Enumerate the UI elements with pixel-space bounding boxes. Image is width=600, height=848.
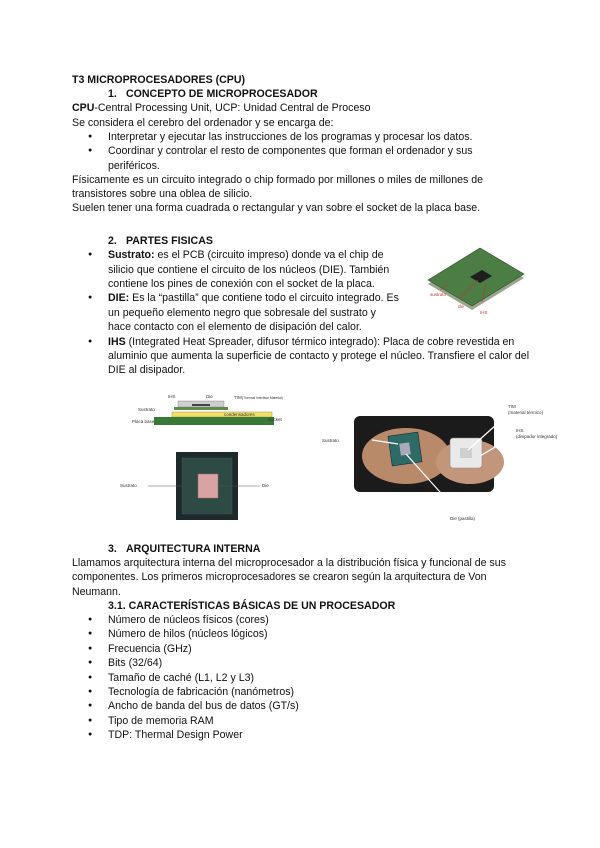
photo-die: [399, 442, 411, 455]
term-text: es el PCB (circuito impreso) donde va el chip de silicio que contiene el circuito de los núcleos (DIE). También contiene los pines de conexión con el socket de la placa.: [108, 249, 390, 291]
section-3-1-bullets: [72, 613, 532, 743]
photo-label-sustrato: Sustrato: [322, 438, 339, 443]
label-socket: Socket: [268, 417, 282, 422]
placa-base-layer: [154, 417, 274, 425]
term-text: Es la “pastilla” que contiene todo el circuito integrado. Es un pequeño elemento negro que sobresale del sustrato y hace contacto con el elemento de disipación del calor.: [108, 292, 399, 334]
section-1-bullets: [72, 130, 532, 173]
label-die: Die: [206, 394, 213, 399]
list-item-sustrato: [72, 248, 400, 291]
label-sustrato: Sustrato: [138, 407, 155, 412]
term-text: (Integrated Heat Spreader, difusor térmico integrado): Placa de cobre revestida en aluminio que aumenta la superficie de contacto y protege el núcleo. Transfiere el calor del DIE al disipador.: [108, 335, 530, 377]
list-item: ● Número de hilos (núcleos lógicos): [72, 627, 532, 641]
die-layer: [192, 404, 210, 406]
term: IHS: [108, 335, 126, 348]
label-tim-note: (Thermal Interface Material): [242, 396, 283, 400]
section-2-number: 2.: [108, 235, 117, 247]
cross-section-figure: [128, 392, 288, 442]
photo-label-ihs: IHS: [516, 428, 524, 433]
term: DIE:: [108, 292, 130, 305]
section-1: [72, 73, 532, 216]
list-item: ● Ancho de banda del bus de datos (GT/s): [72, 699, 532, 713]
section-1-paragraph-1: Físicamente es un circuito integrado o chip formado por millones o miles de millones de transistores sobre una oblea de silicio.: [72, 174, 483, 201]
list-item: ● Número de núcleos físicos (cores): [72, 613, 532, 627]
top-label-die: Die: [262, 483, 269, 488]
photo-label-tim: TIM: [508, 404, 516, 409]
list-item: ● TDP: Thermal Design Power: [72, 728, 532, 742]
list-item: ● Coordinar y controlar el resto de componentes que forman el ordenador y sus periféricos.: [72, 144, 532, 173]
doc-title: T3 MICROPROCESADORES (CPU): [72, 74, 246, 86]
section-1-heading: [72, 87, 532, 101]
cpu-def-text: -Central Processing Unit, UCP: Unidad Central de Proceso: [94, 102, 371, 115]
photo-label-ihs-note: (disipador integrado): [516, 434, 558, 439]
section-3-heading: [72, 542, 532, 556]
term: Sustrato:: [108, 249, 155, 262]
label-placa: Placa base: [132, 419, 155, 424]
section-1-paragraph-2: Suelen tener una forma cuadrada o rectangular y van sobre el socket de la placa base.: [72, 202, 481, 215]
section-3-title: ARQUITECTURA INTERNA: [126, 543, 261, 555]
list-item: ● Interpretar y ejecutar las instrucciones de los programas y procesar los datos.: [72, 130, 532, 144]
list-item-ihs: [72, 335, 532, 378]
section-1-number: 1.: [108, 88, 117, 101]
section-3-number: 3.: [108, 543, 117, 555]
section-3-paragraph: Llamamos arquitectura interna del microprocesador a la distribución física y funcional de sus componentes. Los primeros microprocesadores se crearon según la arquitectura de Von Neumann.: [72, 557, 506, 598]
list-item-die: [72, 291, 400, 334]
chip-label-die: die: [458, 304, 465, 309]
sustrato-layer: [174, 407, 228, 410]
chip-isometric-figure: [420, 244, 528, 326]
chip-label-sustrato: sustrato: [430, 292, 447, 297]
list-item: ● Tamaño de caché (L1, L2 y L3): [72, 671, 532, 685]
photo-label-die: Die (pastilla): [450, 516, 476, 521]
photo-label-tim-note: (material térmico): [508, 410, 544, 415]
label-tim: TIM: [234, 395, 242, 400]
section-1-title: CONCEPTO DE MICROPROCESADOR: [126, 88, 318, 101]
cpu-photo-figure: [318, 396, 578, 528]
top-view-die: [198, 474, 218, 498]
list-item: ● Frecuencia (GHz): [72, 642, 532, 656]
list-item: ● Tipo de memoria RAM: [72, 714, 532, 728]
section-3-1-heading: 3.1. CARACTERÍSTICAS BÁSICAS DE UN PROCESADOR: [108, 599, 396, 612]
top-label-sustrato: Sustrato: [120, 483, 137, 488]
top-view-figure: [118, 452, 290, 522]
list-item: ● Tecnología de fabricación (nanómetros): [72, 685, 532, 699]
cpu-term: CPU: [72, 102, 95, 115]
section-2-title: PARTES FISICAS: [126, 235, 213, 247]
label-ihs: IHS: [168, 394, 176, 399]
chip-label-ihs: IHS: [480, 310, 488, 315]
section-1-intro: Se considera el cerebro del ordenador y se encarga de:: [72, 116, 334, 129]
label-condensadores: condensadores: [224, 412, 255, 417]
socket-layer: [172, 412, 272, 417]
list-item: ● Bits (32/64): [72, 656, 532, 670]
cpu-definition: [72, 101, 532, 115]
section-3: [72, 542, 532, 743]
